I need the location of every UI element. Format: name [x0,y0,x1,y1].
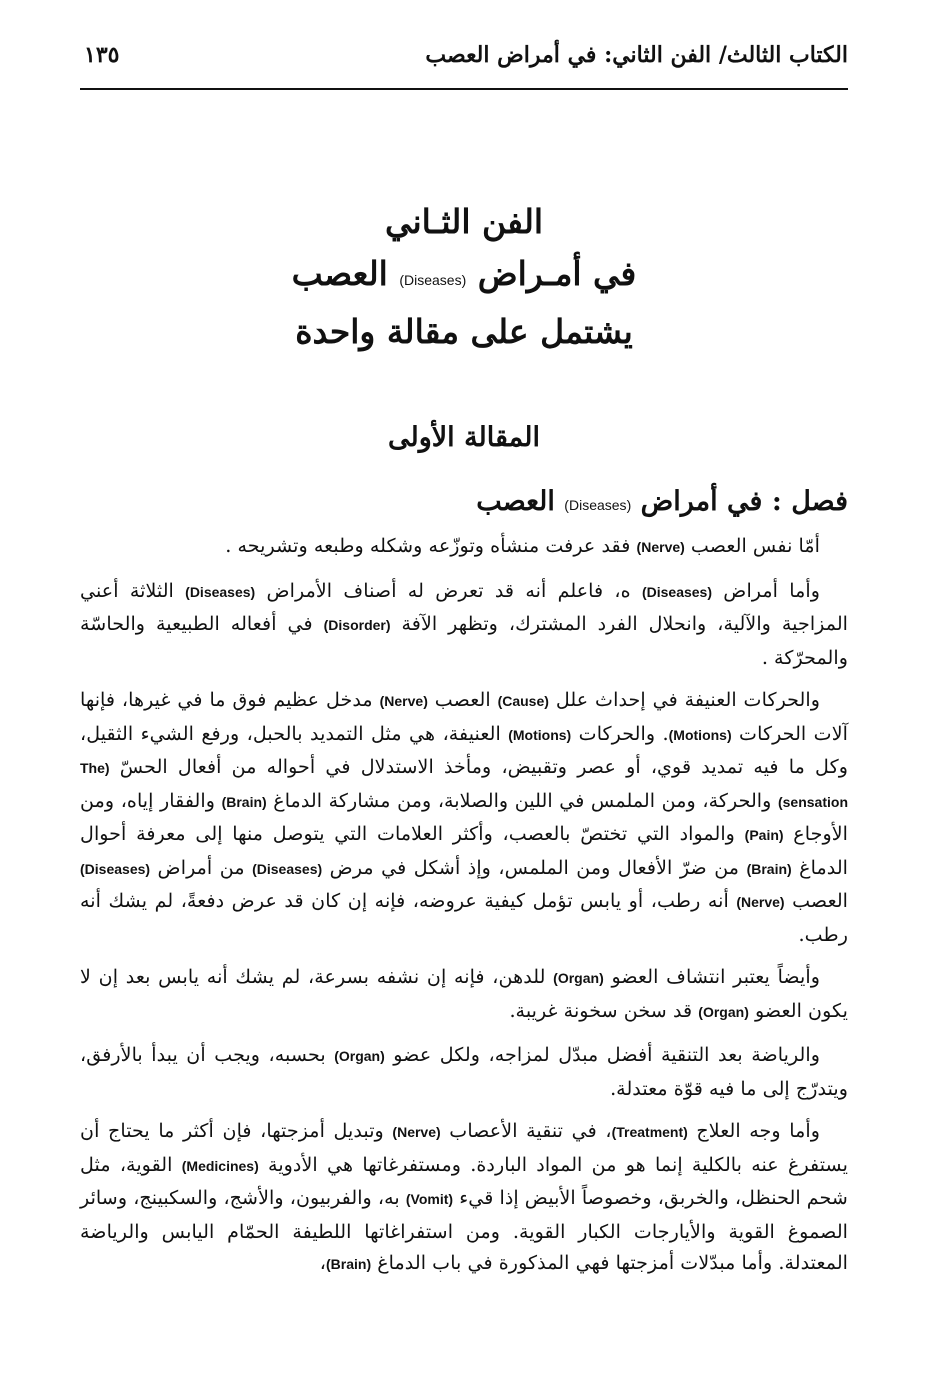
page-header [80,38,848,90]
section-heading: المقالة الأولى [388,422,540,453]
chapter-heading [476,486,848,517]
title-line-2-prefix: في أمـراض [477,254,637,293]
chapter-heading-suffix: العصب [476,486,555,517]
paragraph-text: أنه رطب، أو يابس تؤمل كيفية عروضه، فإنه إن كان قد عرض دفعةً، لم يشك أنه رطب. [80,889,848,946]
chapter-heading-prefix: فصل : في أمراض [640,486,848,517]
paragraph-text: بحسبه، ويجب أن يبدأ بالأرفق، ويتدرّج إلى ما فيه قوّة معتدلة. [80,1043,848,1100]
paragraph-text: . والحركات [571,721,669,745]
paragraph-text: ، [319,1251,326,1274]
paragraph [80,961,848,1028]
paragraph-text: والحركات العنيفة في إحداث علل [548,688,820,711]
english-term: (The sensation) [80,760,848,810]
paragraph-text: والمواد التي تختصّ بالعصب، وأكثر العلامات التي يتوصل منها إلى معرفة أحوال الدماغ [80,822,848,879]
paragraph-text: وأيضاً يعتبر انتشاف العضو [603,965,820,988]
title-line-2-suffix: العصب [291,254,388,293]
paragraph-text: والرياضة بعد التنقية أفضل مبدّل لمزاجه، ولكل عضو [384,1043,820,1066]
paragraph-text: وتبديل أمزجتها، فإن أكثر ما يحتاج أن يستفرغ عنه بالكلية إنما هو من المواد الباردة. ومستفرغاتها هي الأدوية [80,1119,848,1176]
english-term: (Organ) [698,1003,749,1020]
paragraph-text: القوية، مثل شحم الحنظل، والخربق، وخصوصاً الأبيض إذا قيء [80,1152,848,1209]
paragraph [80,575,848,674]
paragraph-text: للدهن، فإنه إن نشفه بسرعة، لم يشك أنه يابس بعد إن لا يكون العضو [80,965,848,1022]
paragraph-text: وأما أمراض [712,578,820,602]
paragraph [80,1115,848,1281]
paragraph-text: من ضرّ الأفعال ومن الملمس، وإذ أشكل في مرض [322,855,747,879]
english-term: (Nerve) [379,693,428,709]
paragraph-text: به، والفربيون، والأشج، والسكبينج، وسائر الصموغ القوية والأيارجات الكبار القوية. ومن استفراغاتها اللطيفة الحمّام اليابس والرياضة المعتدلة. وأما مبدّلات أمزجتها فهي المذكورة في باب الدماغ [80,1186,848,1274]
paragraph-text: والفقار إياه، ومن الأوجاع [80,788,848,845]
paragraph-text: وأما وجه العلاج [687,1119,820,1142]
paragraph-text: الثلاثة أعني المزاجية والآلية، وانحلال الفرد المشترك، وتظهر الآفة [80,578,849,635]
english-term: (Medicines) [181,1157,259,1174]
paragraph-text: من أمراض [150,855,253,879]
english-term: (Nerve) [392,1124,441,1140]
english-term: (Cause) [497,693,549,709]
chapter-heading-english: (Diseases) [564,497,632,513]
part-title [80,196,848,358]
paragraph-text: مدخل عظيم فوق ما في غيرها، فإنها آلات الحركات [80,688,849,745]
english-term: (Diseases) [185,583,256,600]
title-line-3: يشتمل على مقالة واحدة [295,312,633,351]
english-term: (Motions) [508,726,572,743]
body-text [80,530,848,1292]
paragraph-text: العنيفة، هي مثل التمديد بالحبل، ورفع الشيء الثقيل، وكل ما فيه تمديد قوي، أو عصر وتقبيض، ومأخذ الاستدلال في أحواله من أفعال الحسّ [80,721,848,778]
english-term: (Nerve) [636,539,685,555]
english-term: (Diseases) [252,860,323,877]
english-term: (Nerve) [736,894,785,910]
english-term: (Organ) [553,970,604,986]
paragraph-text: ه، فاعلم أنه قد تعرض له أصناف الأمراض [255,578,642,602]
paragraph [80,1039,848,1104]
title-line-2 [80,248,848,306]
english-term: (Motions) [668,726,732,743]
title-line-1: الفن الثـاني [384,202,544,241]
paragraph [80,684,848,950]
english-term: (Diseases) [80,860,151,877]
english-term: (Brain) [325,1256,372,1272]
paragraph-text: في أفعاله الطبيعية والحاسّة والمحرّكة . [80,612,848,669]
paragraph [80,530,848,564]
english-term: (Treatment) [611,1124,688,1140]
running-title: الكتاب الثالث/ الفن الثاني: في أمراض العصب [425,42,848,68]
page-number: ١٣٥ [84,42,120,68]
paragraph-text: ، في تنقية الأعصاب [440,1119,612,1142]
english-term: (Brain) [221,793,267,810]
english-term: (Pain) [744,827,784,843]
paragraph-text: فقد عرفت منشأه وتوزّعه وشكله وطبعه وتشريحه . [225,534,637,557]
paragraph-text: العصب [427,688,498,711]
english-term: (Organ) [334,1048,385,1064]
paragraph-text: أمّا نفس العصب [684,534,820,557]
paragraph-text: والحركة، ومن الملمس في اللين والصلابة، ومن مشاركة الدماغ [266,788,778,812]
english-term: (Diseases) [641,583,713,600]
english-term: (Brain) [746,860,792,877]
english-term: (Vomit) [405,1191,454,1207]
title-line-2-english: (Diseases) [399,272,467,288]
paragraph-text: قد سخن سخونة غريبة. [509,998,699,1022]
paragraph-text: العصب [784,889,848,912]
english-term: (Disorder) [323,617,391,633]
